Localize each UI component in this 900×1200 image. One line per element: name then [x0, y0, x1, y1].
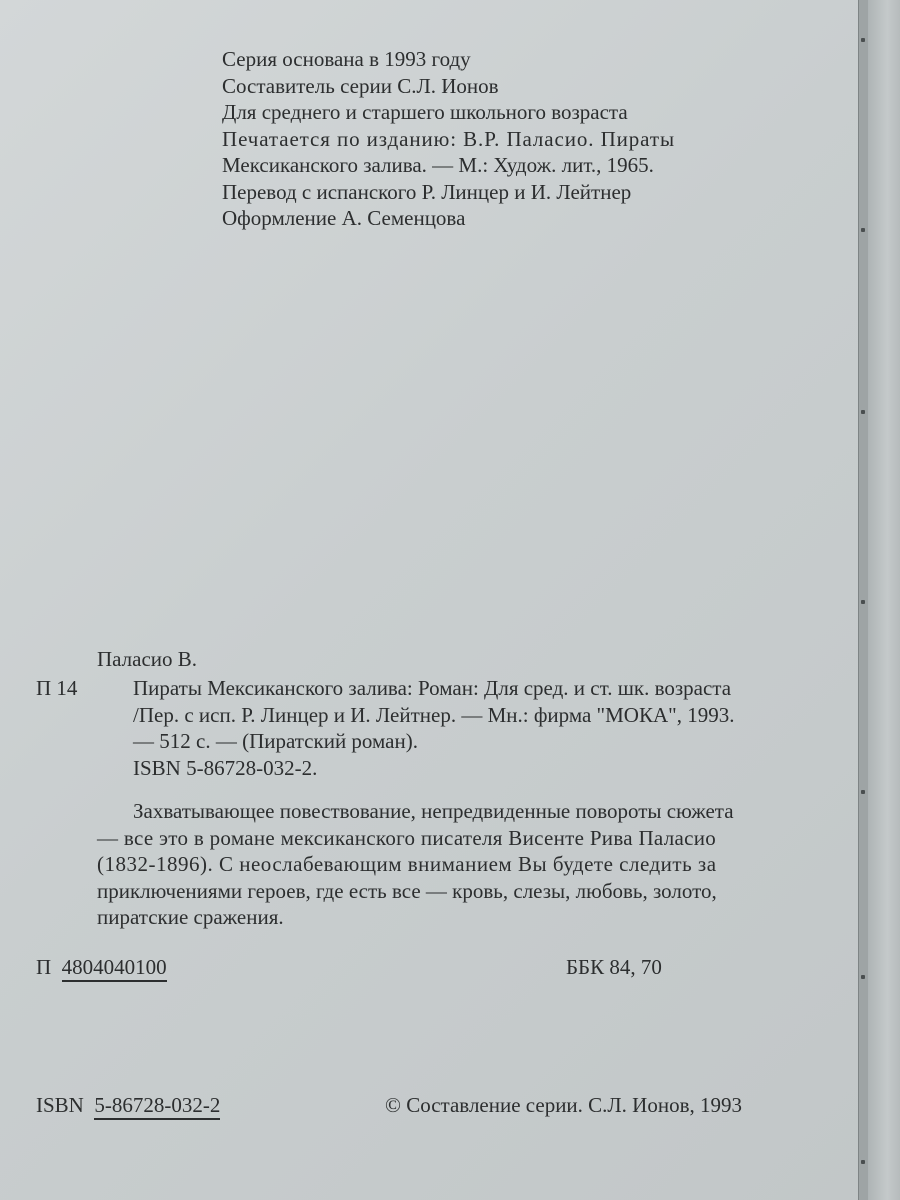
stitch-mark	[861, 1160, 865, 1164]
stitch-mark	[861, 410, 865, 414]
publisher-code-label: П	[36, 955, 52, 979]
stitch-mark	[861, 38, 865, 42]
annotation-line: Захватывающее повествование, непредвиденные повороты сюжета	[133, 799, 734, 823]
catalog-author: Паласио В.	[97, 647, 198, 671]
imprint-line: Серия основана в 1993 году	[222, 47, 471, 71]
isbn	[36, 1092, 220, 1119]
bib-line: — 512 с. — (Пиратский роман).	[133, 729, 418, 753]
imprint-line: Оформление А. Семенцова	[222, 206, 466, 230]
imprint-block	[222, 46, 814, 232]
isbn-number: 5-86728-032-2	[94, 1093, 220, 1120]
publisher-code-number: 4804040100	[62, 955, 167, 982]
bib-line: /Пер. с исп. Р. Линцер и И. Лейтнер. — Мн.: фирма "МОКА", 1993.	[133, 702, 735, 727]
catalog-code: П 14	[36, 676, 78, 700]
isbn-label: ISBN	[36, 1093, 84, 1117]
catalog-bib	[133, 675, 816, 781]
stitch-mark	[861, 600, 865, 604]
annotation-line: пиратские сражения.	[97, 905, 284, 929]
book-spine	[868, 0, 900, 1200]
annotation-line: приключениями героев, где есть все — кровь, слезы, любовь, золото,	[97, 878, 717, 903]
annotation-line: — все это в романе мексиканского писателя Висенте Рива Паласио	[97, 825, 717, 850]
copyright: © Составление серии. С.Л. Ионов, 1993	[385, 1093, 742, 1117]
bib-line: Пираты Мексиканского залива: Роман: Для сред. и ст. шк. возраста	[133, 676, 732, 700]
bbk-index: ББК 84, 70	[566, 955, 662, 979]
annotation	[97, 798, 816, 931]
imprint-line: Перевод с испанского Р. Линцер и И. Лейтнер	[222, 179, 632, 204]
stitch-mark	[861, 228, 865, 232]
bib-line: ISBN 5-86728-032-2.	[133, 755, 318, 780]
imprint-line: Составитель серии С.Л. Ионов	[222, 73, 499, 98]
publisher-code	[36, 954, 167, 981]
stitch-mark	[861, 975, 865, 979]
imprint-line: Печатается по изданию: В.Р. Паласио. Пираты	[222, 126, 675, 151]
stitch-mark	[861, 790, 865, 794]
annotation-line: (1832-1896). С неослабевающим вниманием Вы будете следить за	[97, 852, 717, 876]
imprint-line: Для среднего и старшего школьного возраста	[222, 100, 628, 124]
imprint-line: Мексиканского залива. — М.: Худож. лит., 1965.	[222, 153, 654, 177]
